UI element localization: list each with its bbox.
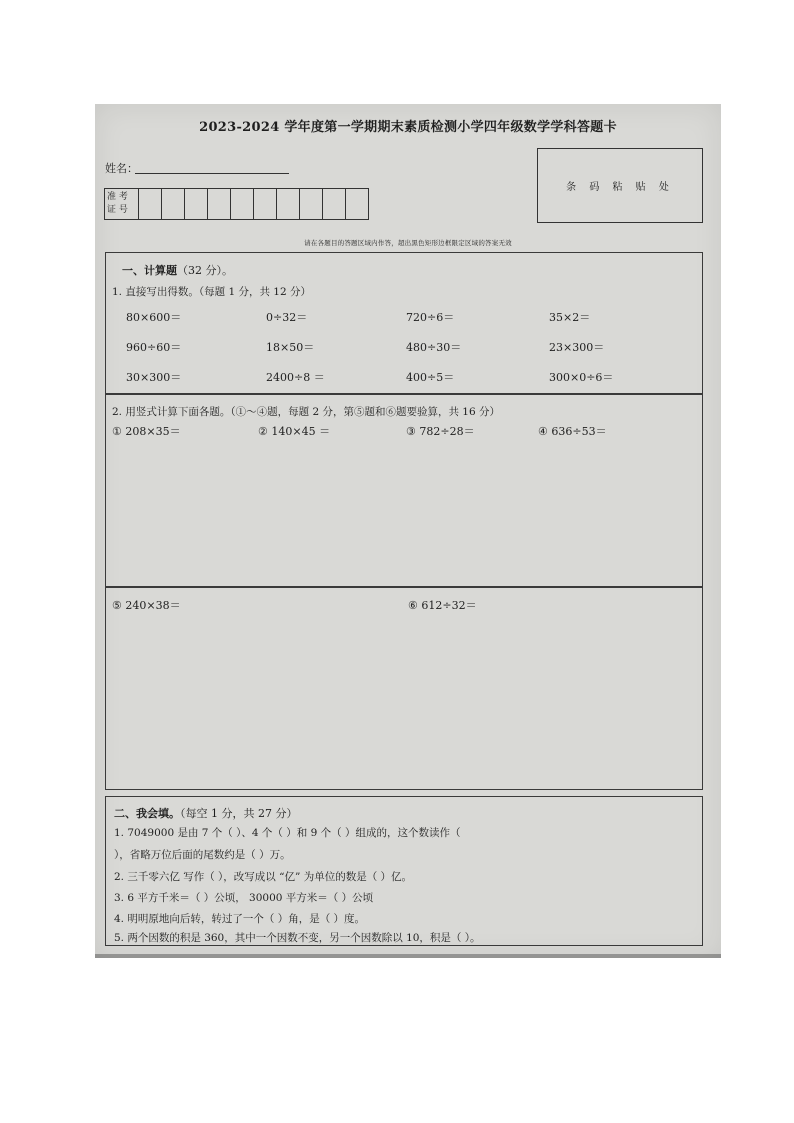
q2-item: ④ 636÷53＝ [538,425,607,438]
section1-title-note: （32 分）。 [177,264,233,277]
fill-item: 2. 三千零六亿 写作（ ），改写成以 “亿” 为单位的数是（ ）亿。 [114,871,413,883]
answer-area-notice: 请在各题目的答题区域内作答，超出黑色矩形边框限定区域的答案无效 [304,239,512,247]
exam-id-cell[interactable] [162,189,185,219]
section1-title [122,262,233,278]
exam-id-grid [104,188,369,220]
section1-box-q2-top [105,394,703,587]
q2-item: ⑤ 240×38＝ [112,599,181,612]
q1-item: 23×300＝ [549,341,605,354]
exam-id-cell[interactable] [231,189,254,219]
q2-item: ⑥ 612÷32＝ [408,599,477,612]
q2-title: 2. 用竖式计算下面各题。（①～④题，每题 2 分，第⑤题和⑥题要验算，共 16 分） [112,406,500,418]
exam-id-cell[interactable] [323,189,346,219]
q1-title: 1. 直接写出得数。（每题 1 分，共 12 分） [112,286,311,298]
section1-title-text: 一、计算题 [122,264,177,277]
q1-item: 35×2＝ [549,311,591,324]
q2-item: ③ 782÷28＝ [406,425,475,438]
section2-title [114,805,297,821]
fill-item: ），省略万位后面的尾数约是（ ）万。 [114,849,291,861]
exam-id-cell[interactable] [208,189,231,219]
q2-item: ① 208×35＝ [112,425,181,438]
exam-id-label-line1: 准 考 [107,192,128,202]
exam-id-cell[interactable] [346,189,368,219]
q1-item: 18×50＝ [266,341,315,354]
q1-item: 720÷6＝ [406,311,455,324]
exam-id-cell[interactable] [139,189,162,219]
q1-item: 480÷30＝ [406,341,462,354]
q1-item: 960÷60＝ [126,341,182,354]
q1-item: 400÷5＝ [406,371,455,384]
barcode-label: 条 码 粘 贴 处 [566,182,674,193]
exam-id-cell[interactable] [300,189,323,219]
q1-item: 300×0÷6＝ [549,371,614,384]
name-field-line[interactable] [135,173,289,174]
name-label: 姓名： [105,162,138,175]
q1-item: 0÷32＝ [266,311,308,324]
section2-box [105,796,703,946]
exam-id-cell[interactable] [277,189,300,219]
q1-item: 80×600＝ [126,311,182,324]
section1-box-q2-bottom [105,587,703,790]
section1-box-q1 [105,252,703,394]
q2-item: ② 140×45 ＝ [258,425,331,438]
cut-off-bottom-edge [95,954,721,958]
q1-item: 30×300＝ [126,371,182,384]
fill-item: 4. 明明原地向后转，转过了一个（ ）角，是（ ）度。 [114,913,366,925]
exam-id-cell[interactable] [254,189,277,219]
section2-title-text: 二、我会填。 [114,807,180,820]
fill-item: 5. 两个因数的积是 360，其中一个因数不变，另一个因数除以 10，积是（ ）。 [114,932,481,944]
sheet-title: 2023-2024 学年度第一学期期末素质检测小学四年级数学学科答题卡 [199,120,617,135]
fill-item: 1. 7049000 是由 7 个（ ）、4 个（ ）和 9 个（ ）组成的，这个数读作（ [114,827,461,839]
section2-title-note: （每空 1 分，共 27 分） [180,807,298,820]
barcode-area [537,148,703,223]
exam-id-label-line2: 证 号 [107,205,128,215]
q1-item: 2400÷8 ＝ [266,371,325,384]
fill-item: 3. 6 平方千米＝（ ）公顷， 30000 平方米＝（ ）公顷 [114,892,374,904]
exam-id-label [105,189,139,219]
exam-id-cell[interactable] [185,189,208,219]
answer-sheet [95,104,721,958]
